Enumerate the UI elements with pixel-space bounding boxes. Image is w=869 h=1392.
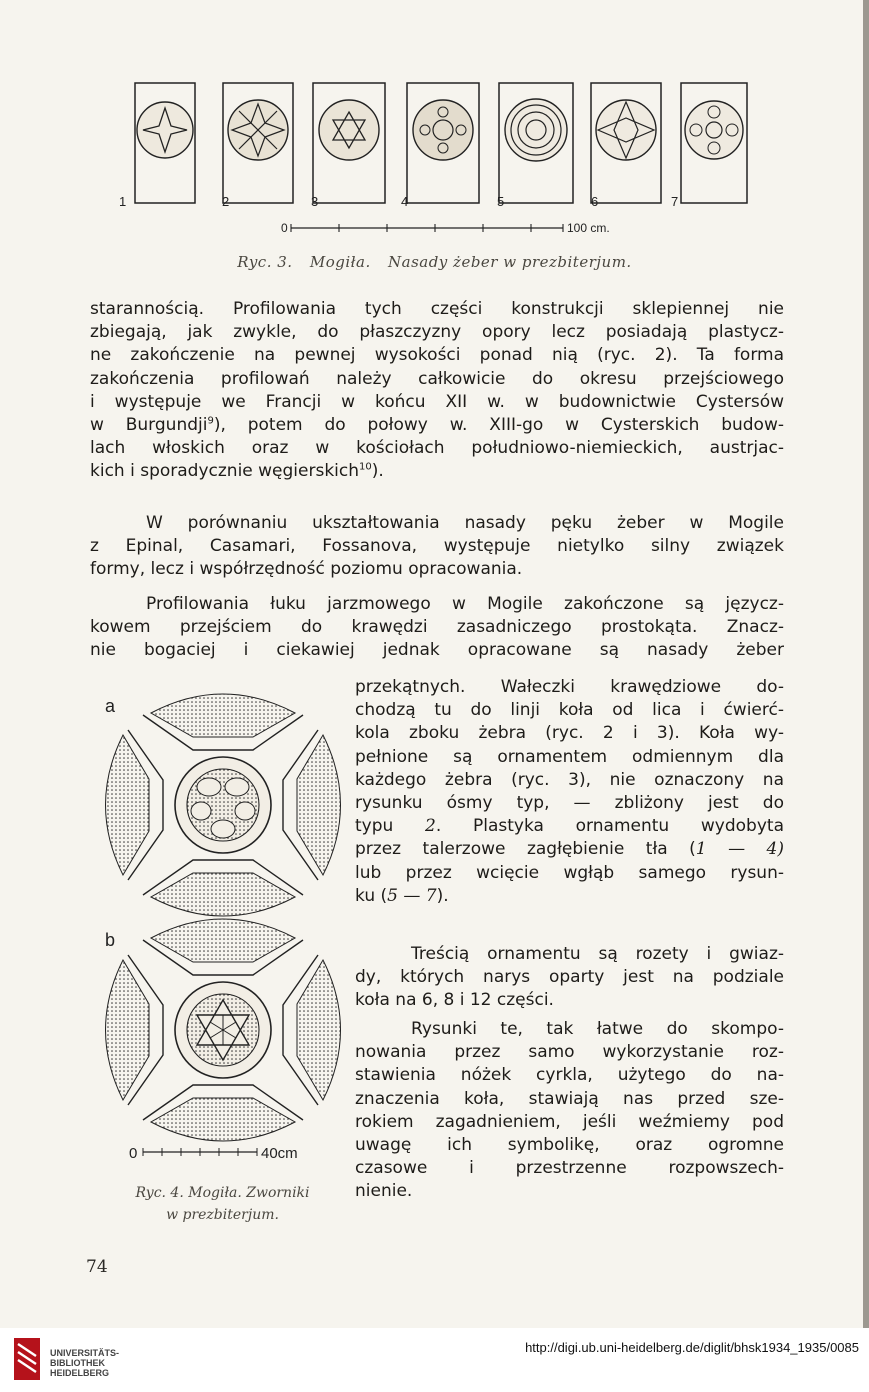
panel-number-7: 7	[671, 194, 679, 209]
library-name	[50, 1348, 119, 1378]
library-line: HEIDELBERG	[50, 1368, 110, 1378]
paragraph-1	[90, 298, 784, 484]
panel-3	[313, 83, 385, 203]
scale-end-label: 100 cm.	[567, 221, 610, 235]
text-line: chodzą tu do linji koła od lica i ćwierć-	[355, 700, 784, 721]
text-fragment: ).	[371, 461, 384, 482]
text-fragment: 1 — 4)	[695, 839, 784, 860]
page-edge	[863, 0, 869, 1328]
text-line: nie bogaciej i ciekawiej jednak opracowane są nasady żeber	[90, 640, 784, 661]
keystone-b	[106, 919, 341, 1141]
text-line: nienie.	[355, 1181, 413, 1202]
text-line: czasowe i przestrzenne rozpowszech-	[355, 1158, 784, 1179]
text-line: lub przez wcięcie wgłąb samego rysun-	[355, 862, 784, 883]
text-line: Profilowania łuku jarzmowego w Mogile zakończone są języcz-	[146, 594, 784, 614]
text-line: każdego żebra (ryc. 3), nie oznaczony na	[355, 769, 784, 790]
caption-place: Mogiła.	[309, 253, 371, 271]
panel-number-2: 2	[222, 194, 230, 209]
text-line: zbiegają, jak zwykle, do płaszczyzny opory lecz posiadają plastycz-	[90, 322, 784, 343]
text-line: rysunku ósmy typ, — zbliżony jest do	[355, 793, 784, 814]
text-line: formy, lecz i współrzędność poziomu opracowania.	[90, 559, 523, 580]
text-fragment: ).	[436, 885, 449, 906]
library-line: UNIVERSITÄTS-	[50, 1348, 120, 1358]
text-line: przekątnych. Wałeczki krawędziowe do-	[355, 677, 784, 697]
library-logo-icon	[14, 1338, 40, 1380]
caption-number: Ryc. 3.	[237, 253, 293, 271]
paragraph-2	[90, 512, 784, 582]
caption-line-1: Ryc. 4. Mogiła. Zworniki	[135, 1185, 310, 1201]
panel-7	[681, 83, 747, 203]
text-line: ne zakończenie na pewnej wysokości ponad nią (ryc. 2). Ta forma	[90, 345, 784, 366]
text-line	[90, 460, 784, 483]
text-line: dy, których narys oparty jest na podziale	[355, 967, 784, 988]
keystone-a	[106, 694, 341, 916]
caption-title: Nasady żeber w prezbiterjum.	[388, 253, 632, 271]
text-line: starannością. Profilowania tych części konstrukcji sklepiennej nie	[90, 299, 784, 319]
keystone-b-label: b	[105, 930, 116, 950]
text-line: stawienia nóżek cyrkla, użytego do na-	[355, 1065, 784, 1086]
text-line: Rysunki te, tak łatwe do skompo-	[411, 1019, 784, 1039]
text-fragment: typu	[355, 816, 426, 837]
panel-1	[135, 83, 195, 203]
text-fragment: w Burgundji	[90, 415, 208, 436]
text-line: znaczenia koła, stawiają nas przed sze-	[355, 1088, 784, 1109]
panel-6	[591, 83, 661, 203]
scale-start-label: 0	[129, 1145, 138, 1162]
panel-number-4: 4	[401, 194, 409, 209]
text-line: z Epinal, Casamari, Fossanova, występuje nietylko silny związek	[90, 536, 784, 557]
page-number: 74	[86, 1257, 108, 1277]
paragraph-3-continued	[355, 676, 784, 908]
text-line	[355, 838, 784, 861]
text-line: zakończenia profilowań należy całkowicie do okresu przejściowego	[90, 368, 784, 389]
text-fragment: 5 — 7	[387, 885, 437, 906]
panel-number-1: 1	[119, 194, 127, 209]
text-fragment: przez talerzowe zagłębienie tła (	[355, 839, 696, 860]
text-line: pełnione są ornamentem odmiennym dla	[355, 746, 784, 767]
text-line: kowem przejściem do krawędzi zasadniczego prostokąta. Znacz-	[90, 617, 784, 638]
panel-number-5: 5	[497, 194, 505, 209]
footnote-ref-10[interactable]: 10	[359, 461, 372, 473]
scale-end-label: 40cm	[261, 1145, 298, 1162]
panel-5	[499, 83, 573, 203]
footnote-ref-9[interactable]: 9	[207, 415, 214, 427]
scale-start-label: 0	[281, 221, 288, 235]
figure-4-caption	[95, 1182, 350, 1226]
text-line: i występuje we Francji w końcu XII w. w budownictwie Cystersów	[90, 391, 784, 412]
figure-4-drawing	[95, 690, 350, 1170]
text-line: koła na 6, 8 i 12 części.	[355, 990, 554, 1011]
paragraph-3	[90, 593, 784, 663]
source-url-link[interactable]: http://digi.ub.uni-heidelberg.de/diglit/bhsk1934_1935/0085	[525, 1340, 859, 1355]
text-line: kola zboku żebra (ryc. 2 i 3). Koła wy-	[355, 723, 784, 744]
text-fragment: . Plastyka ornamentu wydobyta	[435, 816, 784, 837]
text-line: lach włoskich oraz w kościołach południowo-niemieckich, austrjac-	[90, 438, 784, 459]
keystone-a-label: a	[105, 696, 116, 716]
text-line	[355, 815, 784, 838]
text-line: uwagę ich symbolikę, oraz ogromne	[355, 1135, 784, 1156]
text-line: rokiem zagadnieniem, jeśli weźmiemy pod	[355, 1111, 784, 1132]
text-fragment: ), potem do połowy w. XIII-go w Cysterskich budow-	[213, 415, 785, 436]
figure-3-caption	[0, 253, 869, 271]
library-line: BIBLIOTHEK	[50, 1358, 105, 1368]
text-line: W porównaniu ukształtowania nasady pęku żeber w Mogile	[146, 513, 784, 533]
paragraph-5	[355, 1018, 784, 1204]
text-line: Treścią ornamentu są rozety i gwiaz-	[411, 944, 784, 964]
footer-bar	[0, 1328, 869, 1392]
panel-2	[223, 83, 293, 203]
paragraph-4	[355, 943, 784, 1013]
panel-number-3: 3	[311, 194, 319, 209]
text-line: nowania przez samo wykorzystanie roz-	[355, 1042, 784, 1063]
text-line	[90, 414, 784, 437]
text-fragment: kich i sporadycznie węgierskich	[90, 461, 360, 482]
panel-number-6: 6	[591, 194, 599, 209]
panel-4	[407, 83, 479, 203]
caption-line-2: w prezbiterjum.	[166, 1207, 279, 1223]
text-line	[355, 885, 784, 908]
text-fragment: ku (	[355, 885, 388, 906]
text-fragment: 2	[425, 816, 436, 837]
figure-3-drawing	[115, 78, 765, 243]
